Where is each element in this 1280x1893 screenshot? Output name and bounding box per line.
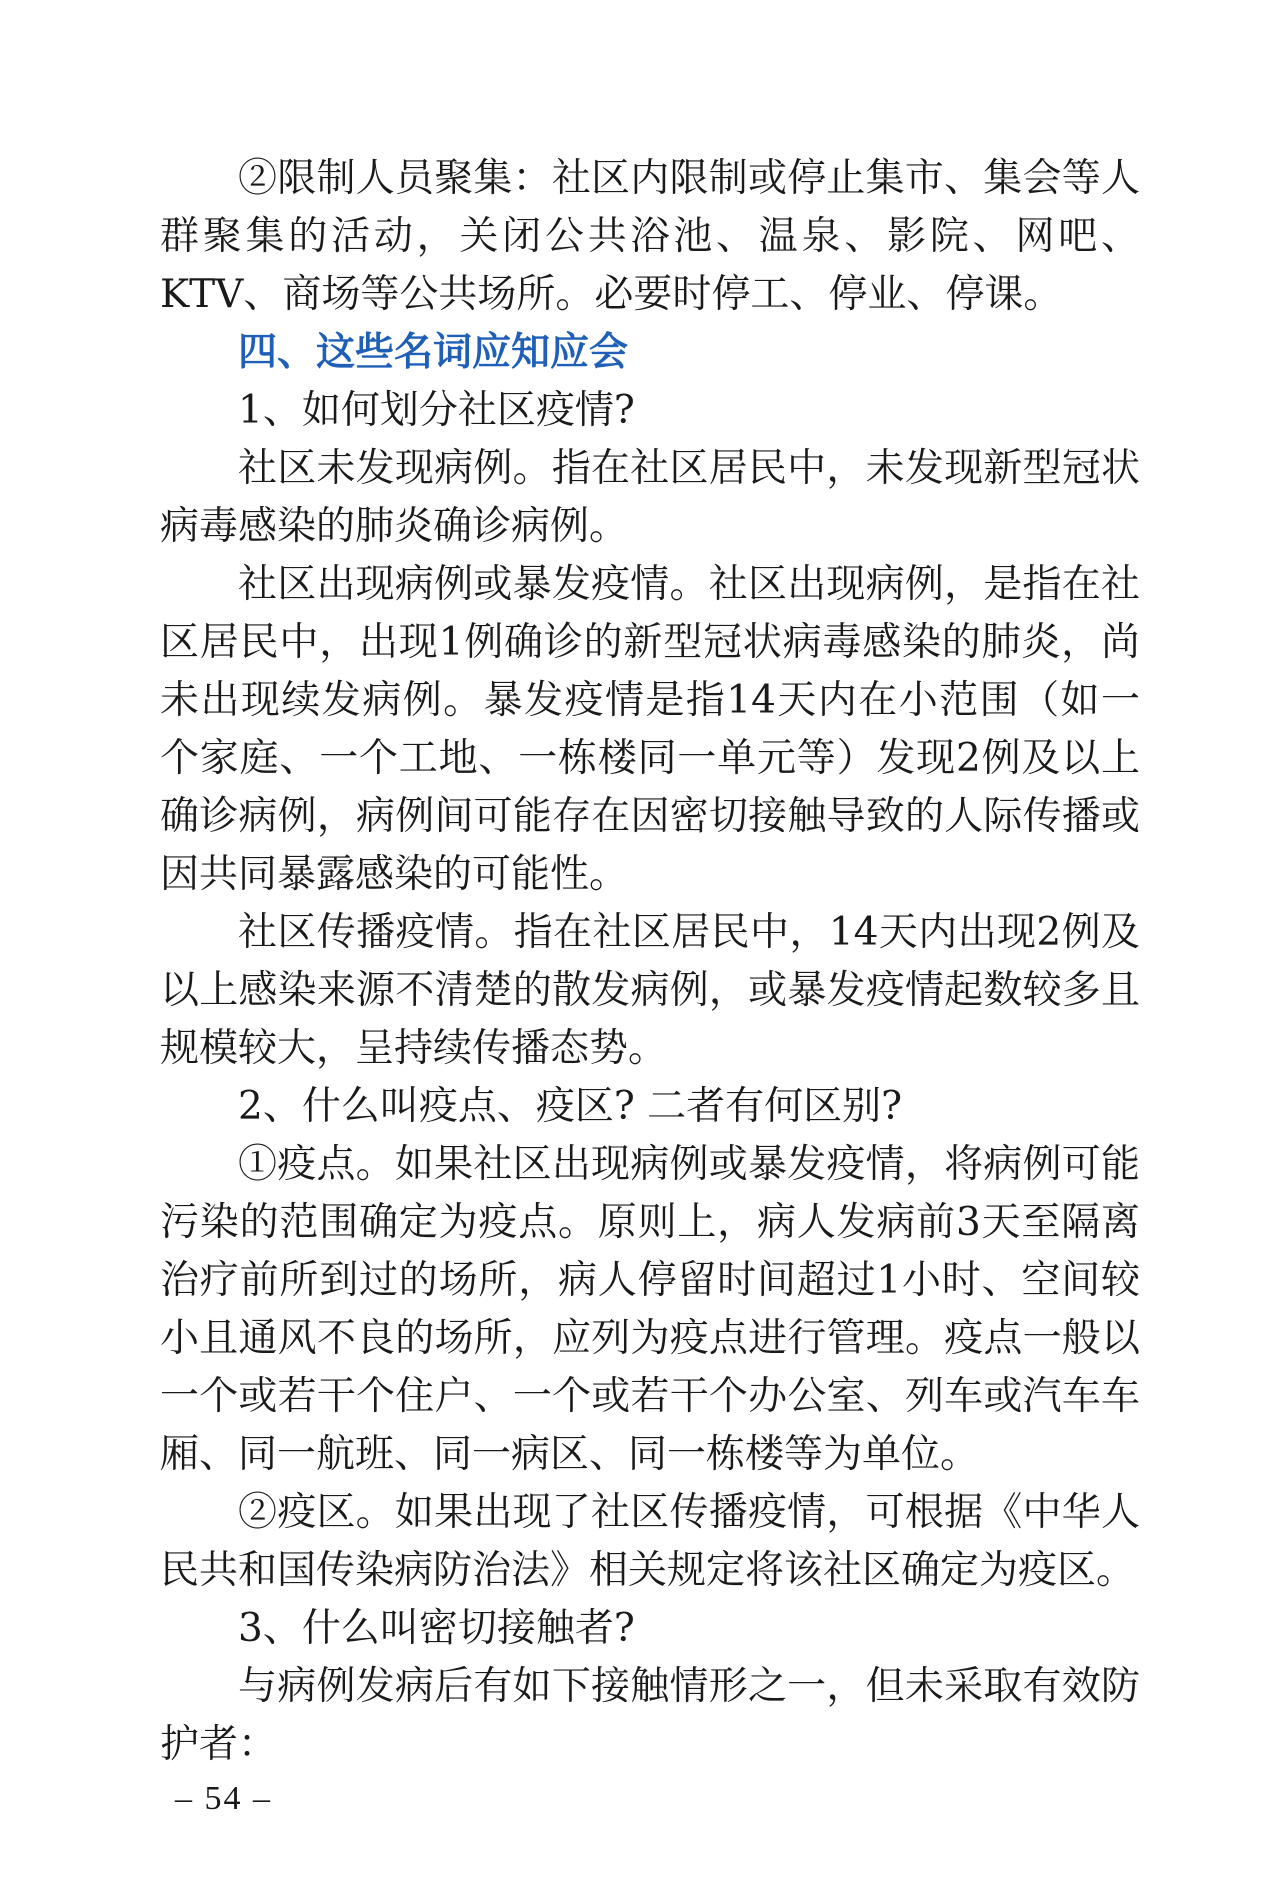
question-2: 2、什么叫疫点、疫区? 二者有何区别? <box>238 1084 903 1129</box>
paragraph-no-cases: 社区未发现病例。指在社区居民中，未发现新型冠状病毒感染的肺炎确诊病例。 <box>160 446 1140 549</box>
paragraph-epidemic-area: ②疫区。如果出现了社区传播疫情，可根据《中华人民共和国传染病防治法》相关规定将该社区确定为疫区。 <box>160 1490 1140 1593</box>
document-body <box>160 150 1140 1774</box>
paragraph-epidemic-spot: ①疫点。如果社区出现病例或暴发疫情，将病例可能污染的范围确定为疫点。原则上，病人发病前3天至隔离治疗前所到过的场所，病人停留时间超过1小时、空间较小且通风不良的场所，应列为疫点进行管理。疫点一般以一个或若干个住户、一个或若干个办公室、列车或汽车车厢、同一航班、同一病区、同一栋楼等为单位。 <box>160 1142 1140 1477</box>
paragraph-limit-gathering: ②限制人员聚集：社区内限制或停止集市、集会等人群聚集的活动，关闭公共浴池、温泉、影院、网吧、KTV、商场等公共场所。必要时停工、停业、停课。 <box>160 156 1140 317</box>
question-1: 1、如何划分社区疫情? <box>238 388 635 433</box>
question-3: 3、什么叫密切接触者? <box>238 1606 635 1651</box>
paragraph-close-contact: 与病例发病后有如下接触情形之一，但未采取有效防护者： <box>160 1664 1140 1767</box>
paragraph-cases-outbreak: 社区出现病例或暴发疫情。社区出现病例，是指在社区居民中，出现1例确诊的新型冠状病毒感染的肺炎，尚未出现续发病例。暴发疫情是指14天内在小范围（如一个家庭、一个工地、一栋楼同一单元等）发现2例及以上确诊病例，病例间可能存在因密切接触导致的人际传播或因共同暴露感染的可能性。 <box>160 562 1140 897</box>
section-heading: 四、这些名词应知应会 <box>238 330 629 375</box>
paragraph-community-transmission: 社区传播疫情。指在社区居民中，14天内出现2例及以上感染来源不清楚的散发病例，或暴发疫情起数较多且规模较大，呈持续传播态势。 <box>160 910 1140 1071</box>
page-number: – 54 – <box>175 1780 272 1817</box>
